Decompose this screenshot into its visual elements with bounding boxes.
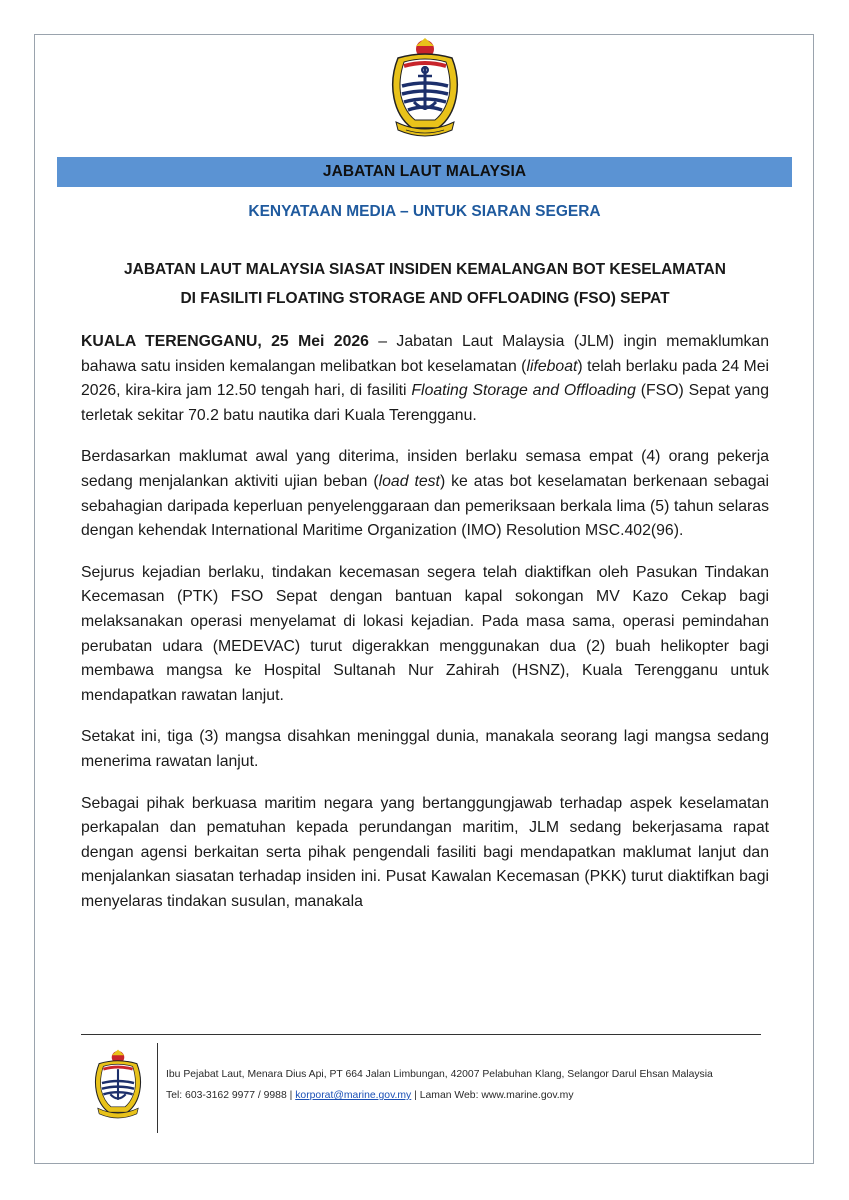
term-fso: Floating Storage and Offloading	[411, 382, 636, 400]
footer-divider	[157, 1043, 158, 1133]
footer-web: | Laman Web: www.marine.gov.my	[411, 1090, 574, 1101]
term-lifeboat: lifeboat	[526, 357, 578, 375]
dateline: KUALA TERENGGANU, 25 Mei 2026	[81, 333, 369, 350]
press-release-headline	[70, 255, 780, 313]
paragraph-1-text-b: ) telah berlaku pada 24 Mei 2026, kira-kira jam 12.50 tengah hari, di fasiliti	[81, 357, 769, 400]
paragraph-2	[81, 445, 769, 543]
paragraph-1-text-c: (FSO) Sepat yang terletak sekitar 70.2 batu nautika dari Kuala Terengganu.	[81, 382, 770, 424]
headline-line-1: JABATAN LAUT MALAYSIA SIASAT INSIDEN KEMALANGAN BOT KESELAMATAN	[124, 261, 726, 278]
media-statement-subtitle: KENYATAAN MEDIA – UNTUK SIARAN SEGERA	[248, 203, 601, 220]
paragraph-2-text-b: ) ke atas bot keselamatan berkenaan sebagai sebahagian daripada keperluan penyelenggaraan dan pemeriksaan berkala lima (5) tahun selaras dengan kehendak International Maritime Organization (IMO) Resolution MSC.402(96).	[81, 472, 769, 540]
paragraph-1-text-a: – Jabatan Laut Malaysia (JLM) ingin memaklumkan bahawa satu insiden kemalangan melibatkan bot keselamatan (	[81, 333, 769, 375]
paragraph-2-text-a: Berdasarkan maklumat awal yang diterima, insiden berlaku semasa empat (4) orang pekerja sedang menjalankan aktiviti ujian beban (	[81, 448, 769, 490]
paragraph-1	[81, 330, 769, 428]
headline-line-2: DI FASILITI FLOATING STORAGE AND OFFLOADING (FSO) SEPAT	[180, 290, 670, 307]
agency-banner: JABATAN LAUT MALAYSIA	[57, 157, 792, 187]
jabatan-laut-malaysia-crest	[382, 36, 468, 140]
paragraph-5: Sebagai pihak berkuasa maritim negara yang bertanggungjawab terhadap aspek keselamatan perkapalan dan pematuhan kepada perundangan maritim, JLM sedang bekerjasama rapat dengan agensi berkaitan serta pihak pengendali fasiliti bagi mendapatkan maklumat lanjut dan menjalankan siasatan terhadap insiden ini. Pusat Kawalan Kecemasan (PKK) turut diaktifkan bagi menyelaras tindakan susulan, manakala	[81, 794, 769, 910]
email-link[interactable]: korporat@marine.gov.my	[295, 1090, 412, 1101]
press-release-body	[81, 330, 769, 914]
term-load-test: load test	[378, 472, 440, 490]
paragraph-3: Sejurus kejadian berlaku, tindakan kecemasan segera telah diaktifkan oleh Pasukan Tindakan Kecemasan (PTK) FSO Sepat dengan bantuan kapal sokongan MV Kazo Cekap bagi melaksanakan operasi menyelamat di lokasi kejadian. Pada masa sama, operasi pemindahan perubatan udara (MEDEVAC) turut digerakkan menggunakan dua (2) buah helikopter bagi membawa mangsa ke Hospital Sultanah Nur Zahirah (HSNZ), Kuala Terengganu untuk mendapatkan rawatan lanjut.	[81, 563, 769, 704]
footer-tel: Tel: 603-3162 9977 / 9988 |	[166, 1090, 296, 1101]
footer-contact	[166, 1064, 713, 1106]
footer-rule	[81, 1034, 761, 1035]
footer-crest-icon	[88, 1047, 148, 1122]
footer-contact-line	[166, 1085, 713, 1106]
footer-address: Ibu Pejabat Laut, Menara Dius Api, PT 664 Jalan Limbungan, 42007 Pelabuhan Klang, Selangor Darul Ehsan Malaysia	[166, 1069, 713, 1080]
paragraph-4: Setakat ini, tiga (3) mangsa disahkan meninggal dunia, manakala seorang lagi mangsa sedang menerima rawatan lanjut.	[81, 728, 769, 770]
